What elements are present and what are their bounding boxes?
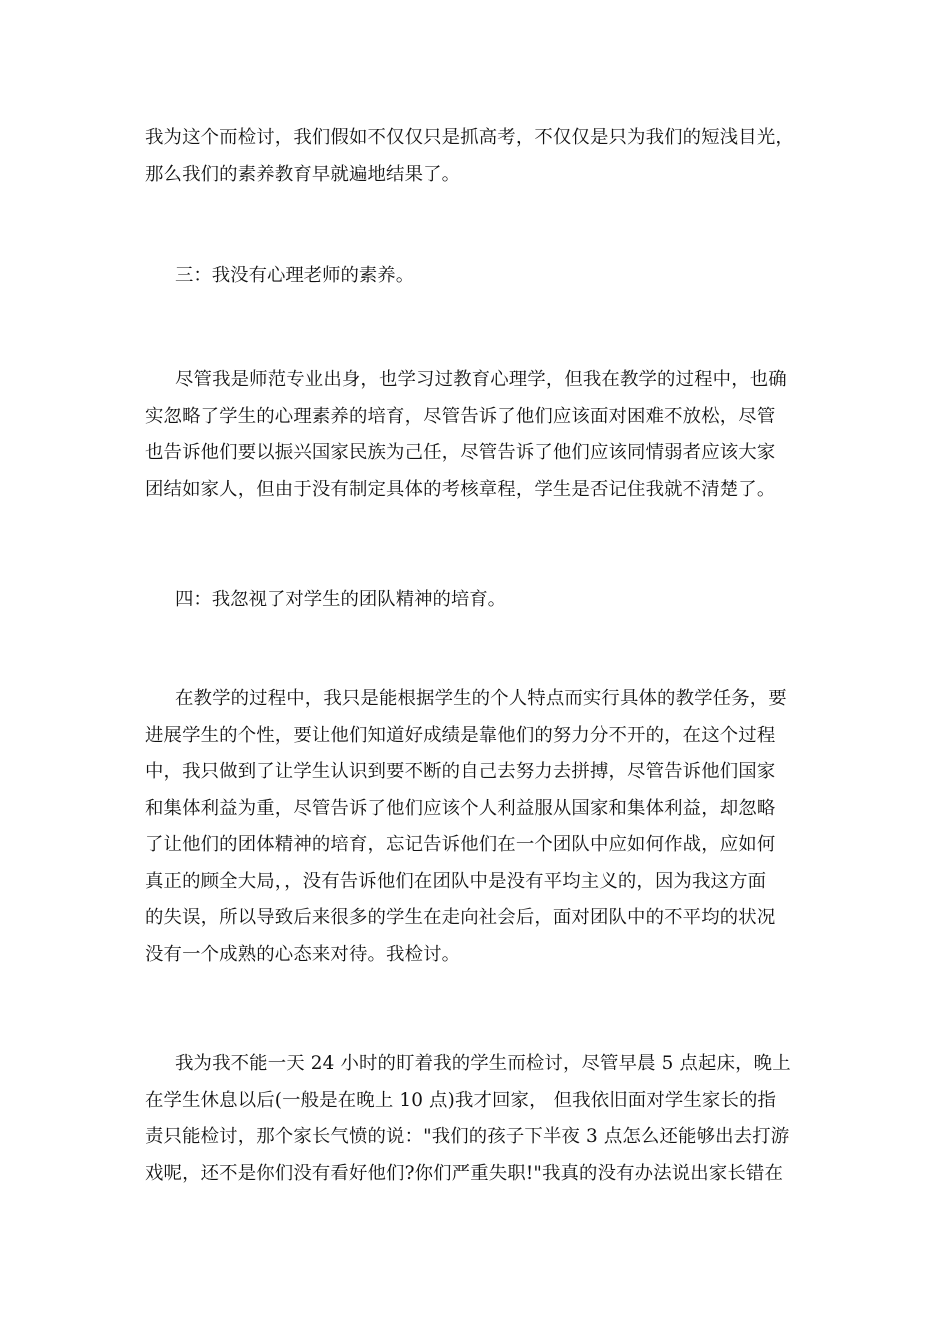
paragraph-line: 了让他们的团体精神的培育，忘记告诉他们在一个团队中应如何作战，应如何	[145, 834, 776, 855]
paragraph-line: 没有一个成熟的心态来对待。我检讨。	[145, 943, 461, 965]
section-heading-3: 三：我没有心理老师的素养。	[175, 265, 415, 286]
paragraph-line: 尽管我是师范专业出身，也学习过教育心理学，但我在教学的过程中，也确	[175, 369, 787, 390]
paragraph-line: 真正的顾全大局，，没有告诉他们在团队中是没有平均主义的，因为我这方面	[145, 870, 767, 892]
paragraph-line: 进展学生的个性，要让他们知道好成绩是靠他们的努力分不开的，在这个过程	[145, 724, 776, 746]
paragraph-supervision	[145, 1046, 807, 1192]
paragraph-line: 中，我只做到了让学生认识到要不断的自己去努力去拼搏，尽管告诉他们国家	[145, 761, 776, 782]
paragraph-line: 责只能检讨，那个家长气愤的说："我们的孩子下半夜 3 点怎么还能够出去打游	[145, 1126, 790, 1147]
paragraph-line: 实忽略了学生的心理素养的培育，尽管告诉了他们应该面对困难不放松，尽管	[145, 405, 776, 427]
paragraph-line: 在学生休息以后(一般是在晚上 10 点)我才回家， 但我依旧面对学生家长的指	[145, 1089, 777, 1111]
paragraph-line: 我为这个而检讨，我们假如不仅仅只是抓高考，不仅仅是只为我们的短浅目光，	[145, 127, 794, 148]
paragraph-psychology	[145, 362, 807, 508]
paragraph-line: 戏呢，还不是你们没有看好他们?你们严重失职!"我真的没有办法说出家长错在	[145, 1162, 784, 1184]
section-heading-4: 四：我忽视了对学生的团队精神的培育。	[175, 589, 507, 610]
paragraph-teamwork	[145, 681, 807, 973]
paragraph-line: 在教学的过程中，我只是能根据学生的个人特点而实行具体的教学任务，要	[175, 688, 787, 709]
paragraph-line: 团结如家人，但由于没有制定具体的考核章程，学生是否记住我就不清楚了。	[145, 478, 776, 500]
paragraph-line: 我为我不能一天 24 小时的盯着我的学生而检讨，尽管早晨 5 点起床，晚上	[175, 1053, 791, 1074]
paragraph-line: 的失误，所以导致后来很多的学生在走向社会后，面对团队中的不平均的状况	[145, 907, 776, 928]
paragraph-exam-focus	[145, 120, 807, 193]
paragraph-line: 也告诉他们要以振兴国家民族为己任，尽管告诉了他们应该同情弱者应该大家	[145, 442, 776, 463]
paragraph-line: 和集体利益为重，尽管告诉了他们应该个人利益服从国家和集体利益，却忽略	[145, 797, 776, 819]
paragraph-line: 那么我们的素养教育早就遍地结果了。	[145, 163, 461, 185]
